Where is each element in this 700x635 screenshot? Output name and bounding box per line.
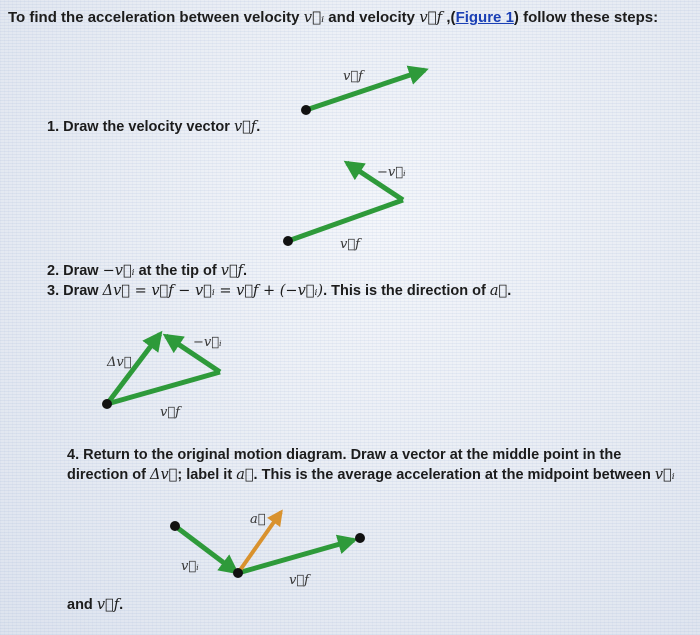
vi-symbol: v⃗ᵢ (303, 8, 325, 26)
heading-text: To find the acceleration between velocity (8, 9, 304, 26)
position-dot-1 (170, 521, 180, 531)
vf-label: v⃗f (343, 69, 363, 84)
step-4-text-c: . This is the average acceleration at the midpoint between (253, 467, 655, 483)
vf-symbol: v⃗f (419, 8, 443, 26)
step-3-math: Δv⃗ = v⃗f − v⃗ᵢ = v⃗f + (−v⃗ᵢ) (102, 283, 324, 299)
step-2-math-b: v⃗f (220, 263, 244, 279)
step-4-text-a: direction of (67, 467, 150, 483)
vf-arrow (107, 372, 220, 404)
position-dot-2 (233, 568, 243, 578)
vf-label: v⃗f (340, 237, 360, 252)
step-4-math-c: v⃗ᵢ (654, 467, 675, 483)
vf-arrow (306, 70, 425, 110)
heading-text-end: ) follow these steps: (513, 9, 659, 26)
step-4-text-b: ; label it (177, 467, 237, 483)
step-1-text: 1. Draw the velocity vector (47, 119, 234, 135)
step-2-text: 2. Draw (47, 263, 103, 279)
neg-vi-label: −v⃗ᵢ (193, 335, 222, 350)
and-text: and (67, 597, 97, 613)
start-dot (283, 236, 293, 246)
figure-link[interactable]: Figure 1 (455, 9, 514, 26)
diagram-1 (301, 69, 425, 115)
vf-arrow (288, 200, 403, 241)
step-1-math: v⃗f (233, 119, 257, 135)
neg-vi-label: −v⃗ᵢ (377, 165, 406, 180)
heading-text-mid: and velocity (324, 9, 420, 26)
start-dot (102, 399, 112, 409)
step-4-math-b: a⃗ (236, 467, 254, 483)
step-3-mid: . This is the direction of (323, 283, 490, 299)
a-label: a⃗ (250, 512, 266, 527)
vf-label: v⃗f (160, 405, 180, 420)
delta-v-label: Δv⃗ (107, 355, 132, 370)
step-4-text: 4. Return to the original motion diagram. Draw a vector at the middle point in the (67, 447, 622, 463)
and-end: . (119, 597, 124, 613)
step-2-math-a: −v⃗ᵢ (102, 263, 135, 279)
vf-label: v⃗f (289, 573, 309, 588)
position-dot-3 (355, 533, 365, 543)
diagram-4 (170, 512, 365, 588)
step-3-text: 3. Draw (47, 283, 103, 299)
diagram-3 (102, 334, 222, 420)
step-4-math-a: Δv⃗ (149, 467, 178, 483)
and-math: v⃗f (96, 597, 120, 613)
step-3-math-b: a⃗ (489, 283, 508, 299)
step-3-end: . (507, 283, 512, 299)
start-dot (301, 105, 311, 115)
heading-comma: ,( (442, 9, 456, 26)
step-2-mid: at the tip of (134, 263, 221, 279)
diagram-2 (283, 163, 406, 252)
step-2-end: . (243, 263, 248, 279)
step-1-end: . (256, 119, 261, 135)
vi-label: v⃗ᵢ (181, 559, 199, 574)
